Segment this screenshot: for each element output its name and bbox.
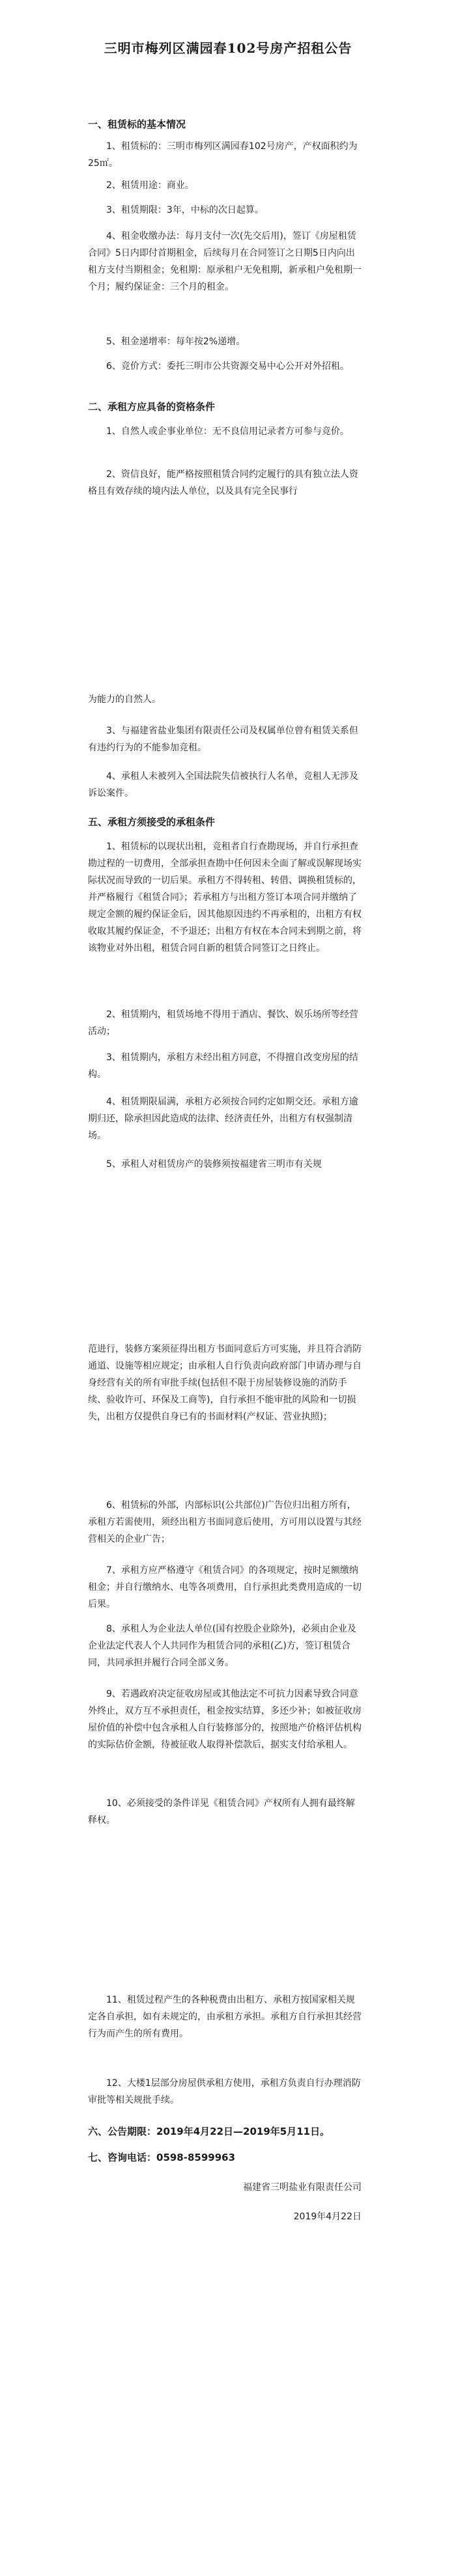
section5-item2: 2、租赁期内，租赁场地不得用于酒店、餐饮、娱乐场所等经营活动； bbox=[88, 1009, 358, 1037]
section1-item6: 6、竞价方式：委托三明市公共资源交易中心公开对外招租。 bbox=[106, 361, 349, 372]
section5-item10: 10、必须接受的条件详见《租赁合同》产权所有人拥有最终解释权。 bbox=[88, 1798, 355, 1826]
section5-item1: 1、租赁标的以现状出租，竞租者自行查勘现场，并自行承担查勘过程的一切费用，全部承担查勘中任何因未全面了解或误解现场实际状况而导致的一切后果。承租方不得转租、转借、调换租赁标的，并严格履行《租赁合同》；若承租方与出租方签订本项合同并缴纳了规定金额的履约保证金后，因其他原因违约不再承租的，出租方有权收取其履约保证金，不予退还；出租方有权在本合同未到期之前，将该物业对外出租，租赁合同自新的租赁合同签订之日终止。 bbox=[88, 842, 362, 953]
signature-date: 2019年4月22日 bbox=[293, 2212, 362, 2222]
section2-item2: 2、资信良好，能严格按照租赁合同约定履行的具有独立法人资格且有效存续的境内法人单位，以及具有完全民事行 bbox=[88, 469, 358, 497]
section1-item2: 2、租赁用途：商业。 bbox=[106, 180, 194, 191]
section1-heading: 一、租赁标的基本情况 bbox=[88, 118, 186, 130]
section5-item8: 8、承租人为企业法人单位(国有控股企业除外)，必须由企业及企业法定代表人个人共同作为租赁合同的承租(乙)方，签订租赁合同，共同承担并履行合同全部义务。 bbox=[88, 1624, 356, 1668]
section6-heading: 六、公告期限：2019年4月22日—2019年5月11日。 bbox=[88, 2126, 330, 2137]
section5-heading: 五、承租方须接受的承租条件 bbox=[88, 816, 216, 828]
section5-item12: 12、大楼1层部分房屋供承租方使用，承租方负责自行办理消防审批等相关规批手续。 bbox=[88, 2078, 361, 2105]
section5-item6: 6、租赁标的外部，内部标识(公共部位)广告位归出租方所有，承租方若需使用，须经出租方书面同意后使用，方可用以设置与其经营相关的企业广告； bbox=[88, 1500, 362, 1544]
section5-item5: 5、承租人对租赁房产的装修须按福建省三明市有关规 bbox=[106, 1159, 322, 1170]
signature-org: 福建省三明盐业有限责任公司 bbox=[243, 2182, 362, 2193]
section1-item5: 5、租金递增率：每年按2%递增。 bbox=[106, 336, 246, 347]
section5-item9: 9、若遇政府决定征收房屋或其他法定不可抗力因素导致合同意外终止，双方互不承担责任，租金按实结算，多还少补；如被征收房屋价值的补偿中包含承租人自行装修部分的，按照地产价格评估机构的实际估价金额，待被征收人取得补偿款后，据实支付给承租人。 bbox=[88, 1689, 362, 1750]
section2-item4: 4、承租人未被列入全国法院失信被执行人名单，竞租人无涉及诉讼案件。 bbox=[88, 771, 358, 799]
section1-item4: 4、租金收缴办法：每月支付一次(先交后用)，签订《房屋租赁合同》5日内即付首期租金，后续每月在合同签订之日期5日内向出租方支付当期租金；免租期：原承租户无免租期，新承租户免租期一个月；履约保证金：三个月的租金。 bbox=[88, 231, 362, 292]
section2-item1: 1、自然人或企事业单位：无不良信用记录者方可参与竞价。 bbox=[106, 426, 349, 437]
section7-heading: 七、咨询电话：0598-8599963 bbox=[88, 2152, 236, 2163]
section5-item4: 4、租赁期限届满，承租方必须按合同约定如期交还。承租方逾期归还，除承担因此造成的法律、经济责任外，出租方有权强制清场。 bbox=[88, 1097, 358, 1141]
section5-item7: 7、承租方应严格遵守《租赁合同》的各项规定，按时足额缴纳租金；并自行缴纳水、电等各项费用，自行承担此类费用造成的一切后果。 bbox=[88, 1565, 362, 1610]
section5-item11: 11、租赁过程产生的各种税费由出租方、承租方按国家相关规定各自承担，如有未规定的，由承租方承担。承租方自行承担其经营行为而产生的所有费用。 bbox=[88, 1995, 362, 2039]
section5-item3: 3、租赁期内，承租方未经出租方同意，不得擅自改变房屋的结构。 bbox=[88, 1052, 358, 1080]
section1-item1: 1、租赁标的：三明市梅列区满园春102号房产，产权面积约为25㎡。 bbox=[88, 141, 358, 169]
section2-heading: 二、承租方应具备的资格条件 bbox=[88, 401, 216, 413]
section1-item3: 3、租赁期限：3年，中标的次日起算。 bbox=[106, 205, 264, 215]
section5-item5-continued: 范进行，装修方案须征得出租方书面同意后方可实施，并且符合消防通道、设施等相应规定；由承租人自行负责向政府部门申请办理与自身经营有关的所有审批手续(包括但不限于房屋装修设施的消防手续、验收许可、环保及工商等)，自行承担不能审批的风险和一切损失，出租方仅提供自身已有的书面材料(产权证、营业执照)； bbox=[88, 1344, 362, 1422]
section2-item3: 3、与福建省盐业集团有限责任公司及权属单位曾有租赁关系但有违约行为的不能参加竞租。 bbox=[88, 726, 358, 753]
page-title: 三明市梅列区满园春102号房产招租公告 bbox=[104, 40, 352, 56]
section2-item2-continued: 为能力的自然人。 bbox=[88, 694, 161, 705]
